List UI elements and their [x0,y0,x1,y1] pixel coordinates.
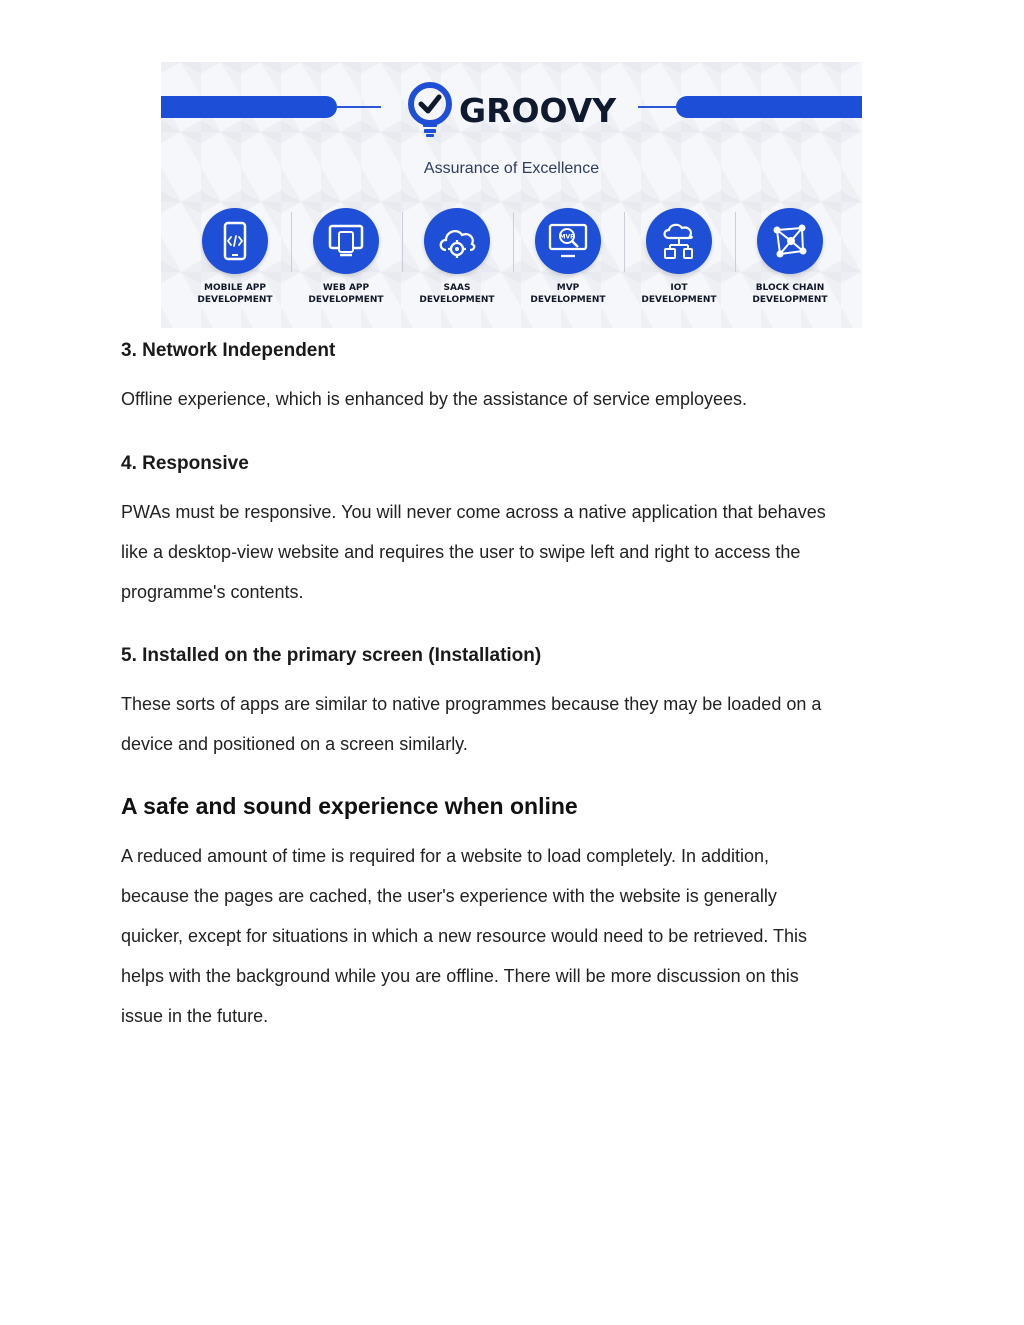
section-safe-experience [121,793,901,820]
service-icon-circle [313,208,379,274]
banner-line-left [337,106,381,108]
body-line: device and positioned on a screen similarly. [121,734,468,754]
banner-tagline: Assurance of Excellence [423,160,600,177]
body-line: like a desktop-view website and requires the user to swipe left and right to access the [121,542,801,562]
section-responsive [121,453,901,475]
service-label: WEB APP DEVELOPMENT [308,283,384,305]
blockchain-network-icon [770,221,810,261]
banner-bar-right [676,96,862,118]
body-line: PWAs must be responsive. You will never come across a native application that behaves [121,502,826,522]
lightbulb-check-icon [407,82,453,138]
service-label: IOT DEVELOPMENT [641,283,717,305]
web-app-icon [327,223,365,259]
service-icon-circle [646,208,712,274]
service-icon-circle [535,208,601,274]
service-label: SAAS DEVELOPMENT [419,283,495,305]
service-icon-circle [757,208,823,274]
service-mvp [513,208,623,306]
banner-bar-left [161,96,337,118]
cloud-gear-icon [436,222,478,260]
section-heading: 4. Responsive [121,453,249,474]
section-body [121,492,901,612]
body-line: because the pages are cached, the user's experience with the website is generally [121,886,777,906]
section-heading: 5. Installed on the primary screen (Installation) [121,645,542,666]
service-label: MOBILE APP DEVELOPMENT [197,283,273,305]
body-line: programme's contents. [121,582,304,602]
service-mobile-app [180,208,290,306]
section-network-independent [121,340,901,362]
service-icon-circle [424,208,490,274]
mvp-monitor-icon [547,222,589,260]
iot-cloud-icon [659,221,699,261]
service-icon-circle [202,208,268,274]
body-line: A reduced amount of time is required for a website to load completely. In addition, [121,846,770,866]
service-web-app [291,208,401,306]
service-label: BLOCK CHAIN DEVELOPMENT [752,283,828,305]
mvp-badge: MVP [559,233,575,241]
body-line: issue in the future. [121,1006,269,1026]
section-title: A safe and sound experience when online [121,793,578,819]
service-iot [624,208,734,306]
service-label: MVP DEVELOPMENT [530,283,606,305]
service-saas [402,208,512,306]
mobile-code-icon [218,221,252,261]
section-heading: 3. Network Independent [121,340,336,361]
brand-wordmark: GROOVY [459,90,617,130]
body-line: quicker, except for situations in which a new resource would need to be retrieved. This [121,926,808,946]
body-line: helps with the background while you are offline. There will be more discussion on this [121,966,799,986]
section-body [121,684,901,764]
service-blockchain [735,208,845,306]
banner-line-right [638,106,676,108]
body-line: Offline experience, which is enhanced by the assistance of service employees. [121,389,748,409]
services-row [183,208,843,308]
section-body [121,379,901,419]
body-line: These sorts of apps are similar to native programmes because they may be loaded on a [121,694,822,714]
section-body [121,836,901,1036]
groovy-logo [407,80,616,140]
section-installed [121,645,901,667]
groovy-banner [161,62,862,328]
